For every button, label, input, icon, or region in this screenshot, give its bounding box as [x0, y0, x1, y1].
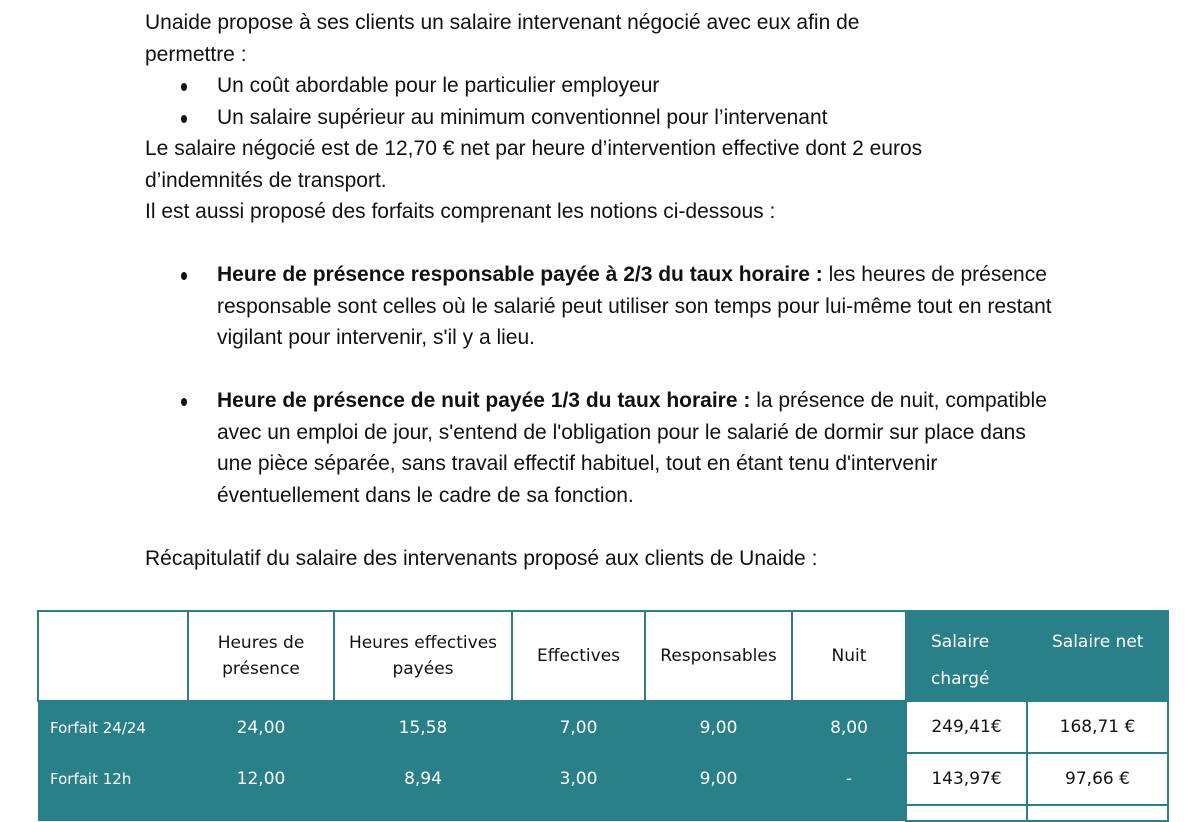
cell-heures-effectives: 8,94: [334, 753, 512, 805]
bullet-icon: [181, 115, 187, 123]
salary-line-1: Le salaire négocié est de 12,70 € net par heure d’intervention effective dont 2 euros: [145, 137, 923, 160]
bullet-icon: [181, 272, 187, 280]
cell-salaire-net: 168,71 €: [1027, 701, 1168, 753]
bullet-icon: [181, 398, 187, 406]
header-responsables: Responsables: [645, 611, 792, 701]
salary-recap-table: [37, 610, 1169, 822]
cell-heures-effectives: 15,58: [334, 701, 512, 753]
table-row: [38, 753, 1168, 805]
row-label: Forfait 12h: [38, 753, 188, 805]
cell-heures-presence: 12,00: [188, 753, 334, 805]
cell-salaire-charge: 249,41€: [906, 701, 1027, 753]
cell-nuit: -: [792, 753, 906, 805]
header-nuit: Nuit: [792, 611, 906, 701]
notion-item: Heure de présence responsable payée à 2/3 du taux horaire : les heures de présence responsable sont celles où le salarié peut utiliser son temps pour lui-même tout en restant vigilant pour intervenir, s'il y a lieu.: [145, 259, 1055, 354]
forfaits-intro: Il est aussi proposé des forfaits comprenant les notions ci-dessous :: [145, 200, 776, 223]
recap-title: Récapitulatif du salaire des intervenants proposé aux clients de Unaide :: [145, 546, 818, 570]
cell-responsables: 9,00: [645, 701, 792, 753]
benefit-item: Un salaire supérieur au minimum conventionnel pour l’intervenant: [145, 102, 1055, 134]
header-heures-presence: Heures de présence: [188, 611, 334, 701]
bullet-icon: [181, 83, 187, 91]
row-label: Forfait 24/24: [38, 701, 188, 753]
document-body: [145, 7, 1055, 574]
cell-responsables: 9,00: [645, 753, 792, 805]
cell-salaire-charge: 143,97€: [906, 753, 1027, 805]
table-header-row: [38, 611, 1168, 701]
salary-line-2: d’indemnités de transport.: [145, 168, 387, 192]
header-heures-effectives: Heures effectives payées: [334, 611, 512, 701]
cell-heures-presence: 24,00: [188, 701, 334, 753]
cell-nuit: 8,00: [792, 701, 906, 753]
cell-salaire-net: 97,66 €: [1027, 753, 1168, 805]
header-salaire-net: Salaire net: [1027, 611, 1168, 701]
intro-line-1: Unaide propose à ses clients un salaire intervenant négocié avec eux afin de: [145, 11, 860, 34]
cell-effectives: 3,00: [512, 753, 645, 805]
cell-effectives: 7,00: [512, 701, 645, 753]
benefits-list: [145, 70, 1055, 133]
intro-line-2: permettre :: [145, 42, 247, 66]
header-salaire-charge: Salaire chargé: [906, 611, 1027, 701]
header-empty: [38, 611, 188, 701]
table-row: [38, 701, 1168, 753]
table-row: [38, 805, 1168, 821]
header-effectives: Effectives: [512, 611, 645, 701]
benefit-item: Un coût abordable pour le particulier employeur: [145, 70, 1055, 102]
notion-item: Heure de présence de nuit payée 1/3 du taux horaire : la présence de nuit, compatible avec un emploi de jour, s'entend de l'obligation pour le salarié de dormir sur place dans une pièce séparée, sans travail effectif habituel, tout en étant tenu d'intervenir éventuellement dans le cadre de sa fonction.: [145, 385, 1055, 511]
notions-list: [145, 259, 1055, 511]
